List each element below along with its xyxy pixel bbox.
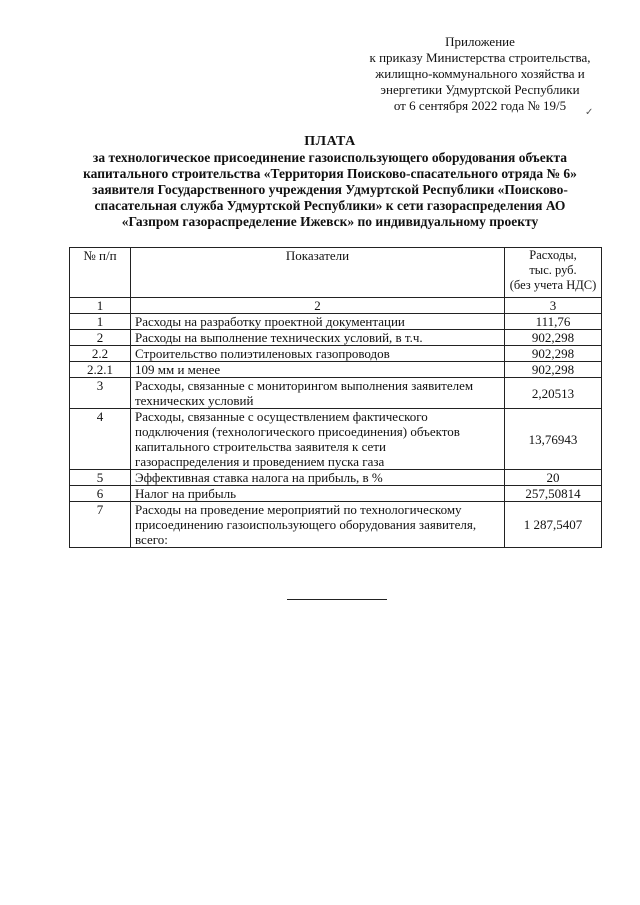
row-value: 1 287,5407 <box>505 502 602 548</box>
table-row <box>70 378 602 409</box>
row-indicator <box>131 346 505 362</box>
table-row <box>70 409 602 470</box>
title-main: ПЛАТА <box>304 134 356 149</box>
row-indicator-line: всего: <box>135 532 168 547</box>
row-indicator <box>131 314 505 330</box>
row-indicator-line: Расходы на выполнение технических условий, в т.ч. <box>135 330 423 345</box>
row-indicator-line: Расходы на проведение мероприятий по технологическому <box>135 502 462 517</box>
row-value: 2,20513 <box>505 378 602 409</box>
header-expenses-line: (без учета НДС) <box>509 278 597 292</box>
row-indicator-line: технических условий <box>135 393 254 408</box>
title-line: заявителя Государственного учреждения Удмуртской Республики «Поисково- <box>92 182 568 197</box>
appendix-line: Приложение <box>445 34 515 49</box>
row-indicator-line: капитального строительства заявителя к сети <box>135 439 386 454</box>
header-expenses-line: тыс. руб. <box>529 263 577 277</box>
table-row <box>70 362 602 378</box>
row-num: 2 <box>70 330 131 346</box>
appendix-block <box>350 34 610 114</box>
row-value: 902,298 <box>505 346 602 362</box>
appendix-line: к приказу Министерства строительства, <box>369 50 591 65</box>
row-num: 6 <box>70 486 131 502</box>
row-num: 4 <box>70 409 131 470</box>
title-line: за технологическое присоединение газоиспользующего оборудования объекта <box>92 150 568 165</box>
check-mark-icon: ✓ <box>585 107 594 118</box>
fee-table <box>69 247 602 548</box>
row-value: 13,76943 <box>505 409 602 470</box>
row-indicator <box>131 409 505 470</box>
signature-line <box>287 599 387 600</box>
row-num: 2.2 <box>70 346 131 362</box>
header-expenses-line: Расходы, <box>529 248 577 262</box>
appendix-line: энергетики Удмуртской Республики <box>380 82 580 97</box>
column-index: 2 <box>131 298 505 314</box>
row-indicator-line: присоединению газоиспользующего оборудования заявителя, <box>135 517 477 532</box>
row-indicator-line: Расходы, связанные с мониторингом выполнения заявителем <box>135 378 474 393</box>
title-line: спасательная служба Удмуртской Республики» к сети газораспределения АО <box>94 198 566 213</box>
appendix-line: от 6 сентября 2022 года № 19/5 <box>393 98 567 113</box>
row-indicator-line: Расходы на разработку проектной документации <box>135 314 405 329</box>
table-row <box>70 502 602 548</box>
table-row <box>70 314 602 330</box>
row-indicator <box>131 330 505 346</box>
row-num: 5 <box>70 470 131 486</box>
row-indicator <box>131 502 505 548</box>
column-index: 3 <box>505 298 602 314</box>
row-indicator-line: Эффективная ставка налога на прибыль, в % <box>135 470 383 485</box>
document-title <box>60 134 600 230</box>
row-num: 1 <box>70 314 131 330</box>
table-row <box>70 486 602 502</box>
title-line: «Газпром газораспределение Ижевск» по индивидуальному проекту <box>121 214 539 229</box>
row-indicator <box>131 378 505 409</box>
row-indicator-line: подключения (технологического присоединения) объектов <box>135 424 460 439</box>
row-indicator-line: Строительство полиэтиленовых газопроводов <box>135 346 390 361</box>
column-index-row <box>70 298 602 314</box>
row-indicator <box>131 470 505 486</box>
row-num: 3 <box>70 378 131 409</box>
row-num: 2.2.1 <box>70 362 131 378</box>
row-value: 902,298 <box>505 362 602 378</box>
row-value: 902,298 <box>505 330 602 346</box>
table-row <box>70 346 602 362</box>
table-header-row <box>70 248 602 298</box>
header-indicator: Показатели <box>131 248 505 298</box>
row-num: 7 <box>70 502 131 548</box>
appendix-line: жилищно-коммунального хозяйства и <box>375 66 585 81</box>
row-value: 257,50814 <box>505 486 602 502</box>
row-indicator-line: газораспределения и проведением пуска газа <box>135 454 385 469</box>
row-indicator <box>131 486 505 502</box>
row-indicator-line: Налог на прибыль <box>135 486 236 501</box>
column-index: 1 <box>70 298 131 314</box>
table-row <box>70 470 602 486</box>
row-indicator-line: 109 мм и менее <box>135 362 221 377</box>
header-expenses <box>505 248 602 298</box>
title-line: капитального строительства «Территория Поисково-спасательного отряда № 6» <box>83 166 577 181</box>
row-value: 111,76 <box>505 314 602 330</box>
row-indicator <box>131 362 505 378</box>
table-row <box>70 330 602 346</box>
header-num: № п/п <box>70 248 131 298</box>
row-value: 20 <box>505 470 602 486</box>
row-indicator-line: Расходы, связанные с осуществлением фактического <box>135 409 428 424</box>
